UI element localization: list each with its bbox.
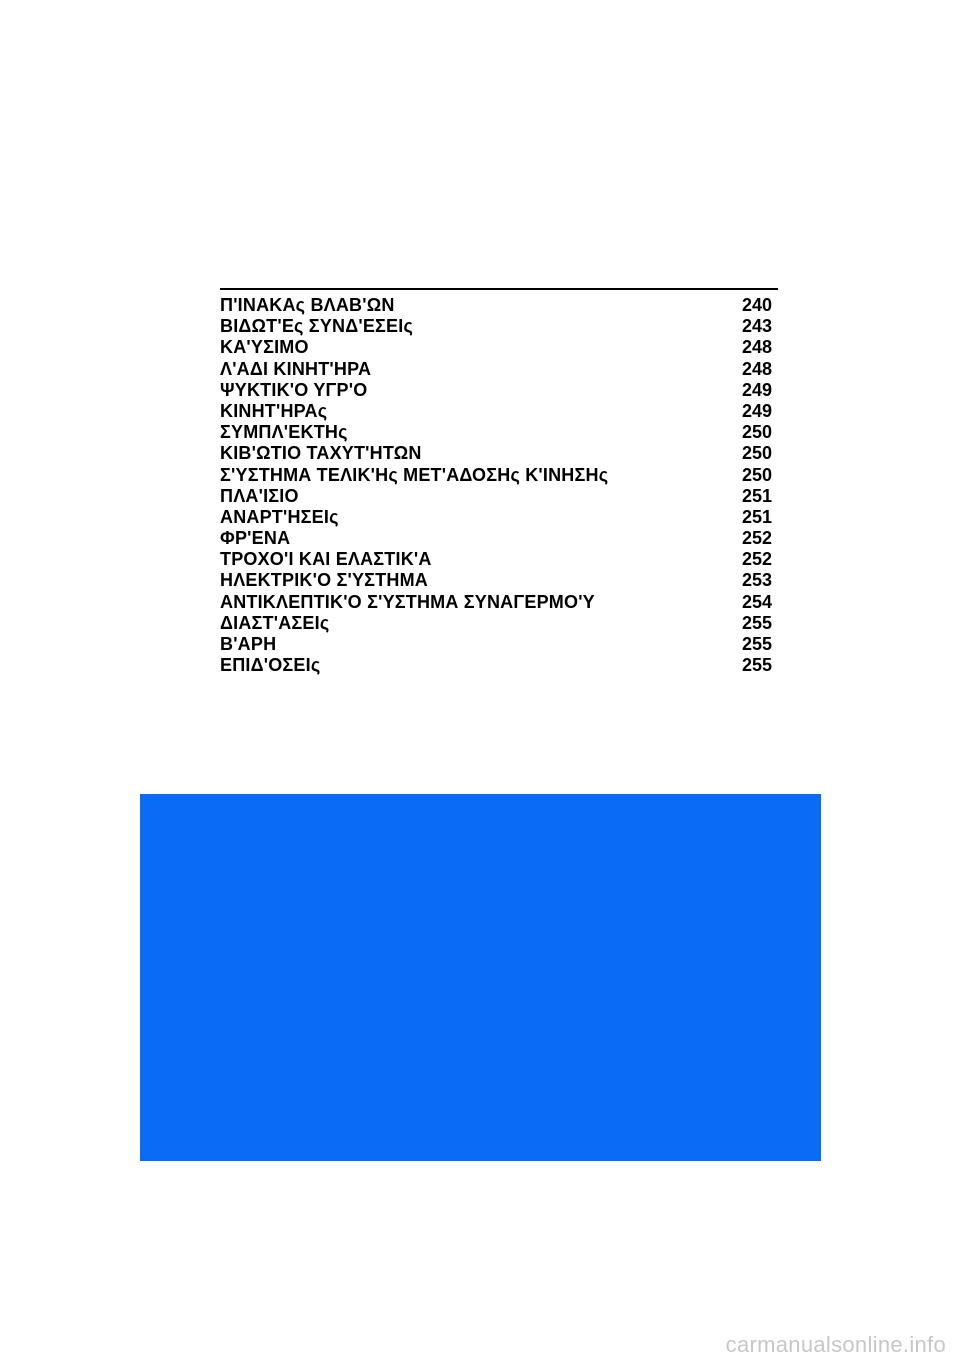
toc-entry-title: Π'ΙΝΑΚΑς ΒΛΑΒ'ΩΝ — [220, 295, 395, 315]
toc-entry-title: ΤΡΟΧΟ'Ι ΚΑΙ ΕΛΑΣΤΙΚ'Α — [220, 549, 432, 570]
toc-entry[interactable] — [220, 486, 778, 507]
blue-panel — [140, 794, 821, 1161]
toc-entry-page: 248 — [741, 358, 772, 379]
toc-entry-title: Σ'ΥΣΤΗΜΑ ΤΕΛΙΚ'Ης ΜΕΤ'ΑΔΟΣΗς Κ'ΙΝΗΣΗς — [220, 464, 609, 485]
toc-entry-title: ΔΙΑΣΤ'ΑΣΕΙς — [220, 612, 330, 633]
toc-entry-page: 243 — [741, 316, 772, 337]
toc-entry[interactable] — [220, 634, 778, 655]
watermark-text: carmanualsonline.info — [725, 1332, 946, 1357]
toc-entry-page: 255 — [741, 655, 772, 676]
toc-entry-page: 240 — [741, 295, 772, 315]
toc-entry[interactable] — [220, 316, 778, 337]
table-of-contents — [220, 288, 778, 676]
toc-entry[interactable] — [220, 337, 778, 358]
toc-entry-title: ΨΥΚΤΙΚ'Ο ΥΓΡ'Ο — [220, 379, 368, 400]
toc-entry[interactable] — [220, 507, 778, 528]
toc-entry[interactable] — [220, 422, 778, 443]
toc-entry[interactable] — [220, 465, 778, 486]
toc-entry-title: Λ'ΑΔΙ ΚΙΝΗΤ'ΗΡΑ — [220, 358, 372, 379]
toc-entry-page: 255 — [741, 634, 772, 654]
toc-entry-title: Β'ΑΡΗ — [220, 634, 277, 654]
toc-entry[interactable] — [220, 655, 778, 676]
toc-entry-page: 250 — [741, 464, 772, 485]
toc-entry[interactable] — [220, 443, 778, 464]
toc-entry-page: 253 — [741, 570, 772, 591]
toc-entry-page: 250 — [741, 443, 772, 464]
toc-entry-title: ΑΝΤΙΚΛΕΠΤΙΚ'Ο Σ'ΥΣΤΗΜΑ ΣΥΝΑΓΕΡΜΟ'Υ — [220, 591, 595, 612]
toc-entry-page: 250 — [741, 422, 772, 443]
toc-entry[interactable] — [220, 528, 778, 549]
toc-entry-page: 249 — [741, 400, 772, 421]
toc-entry-title: ΕΠΙΔ'ΟΣΕΙς — [220, 655, 321, 676]
toc-entry-title: ΚΙΝΗΤ'ΗΡΑς — [220, 400, 328, 421]
toc-entry-page: 251 — [741, 485, 772, 506]
toc-entry-page: 252 — [741, 549, 772, 570]
toc-entry[interactable] — [220, 613, 778, 634]
toc-entry[interactable] — [220, 401, 778, 422]
toc-entry-title: ΚΙΒ'ΩΤΙΟ ΤΑΧΥΤ'ΗΤΩΝ — [220, 443, 422, 464]
toc-entry-page: 255 — [741, 612, 772, 633]
toc-entry-title: ΦΡ'ΕΝΑ — [220, 528, 291, 549]
toc-entry-page: 251 — [741, 506, 772, 527]
toc-entry[interactable] — [220, 570, 778, 591]
toc-entry[interactable] — [220, 380, 778, 401]
toc-entry-page: 254 — [741, 591, 772, 612]
toc-entry[interactable] — [220, 592, 778, 613]
toc-entry-title: ΠΛΑ'ΙΣΙΟ — [220, 485, 299, 506]
toc-entry-title: ΑΝΑΡΤ'ΗΣΕΙς — [220, 506, 339, 527]
toc-entry-page: 252 — [741, 528, 772, 549]
toc-entry-page: 248 — [741, 337, 772, 358]
toc-entry-title: ΣΥΜΠΛ'ΕΚΤΗς — [220, 422, 348, 443]
toc-entry-title: ΗΛΕΚΤΡΙΚ'Ο Σ'ΥΣΤΗΜΑ — [220, 570, 428, 591]
toc-entry[interactable] — [220, 549, 778, 570]
toc-entry-page: 249 — [741, 379, 772, 400]
toc-entry-title: ΚΑ'ΥΣΙΜΟ — [220, 337, 309, 358]
toc-entry[interactable] — [220, 359, 778, 380]
toc-entry[interactable] — [220, 295, 778, 316]
toc-entry-title: ΒΙΔΩΤ'Ες ΣΥΝΔ'ΕΣΕΙς — [220, 316, 414, 337]
